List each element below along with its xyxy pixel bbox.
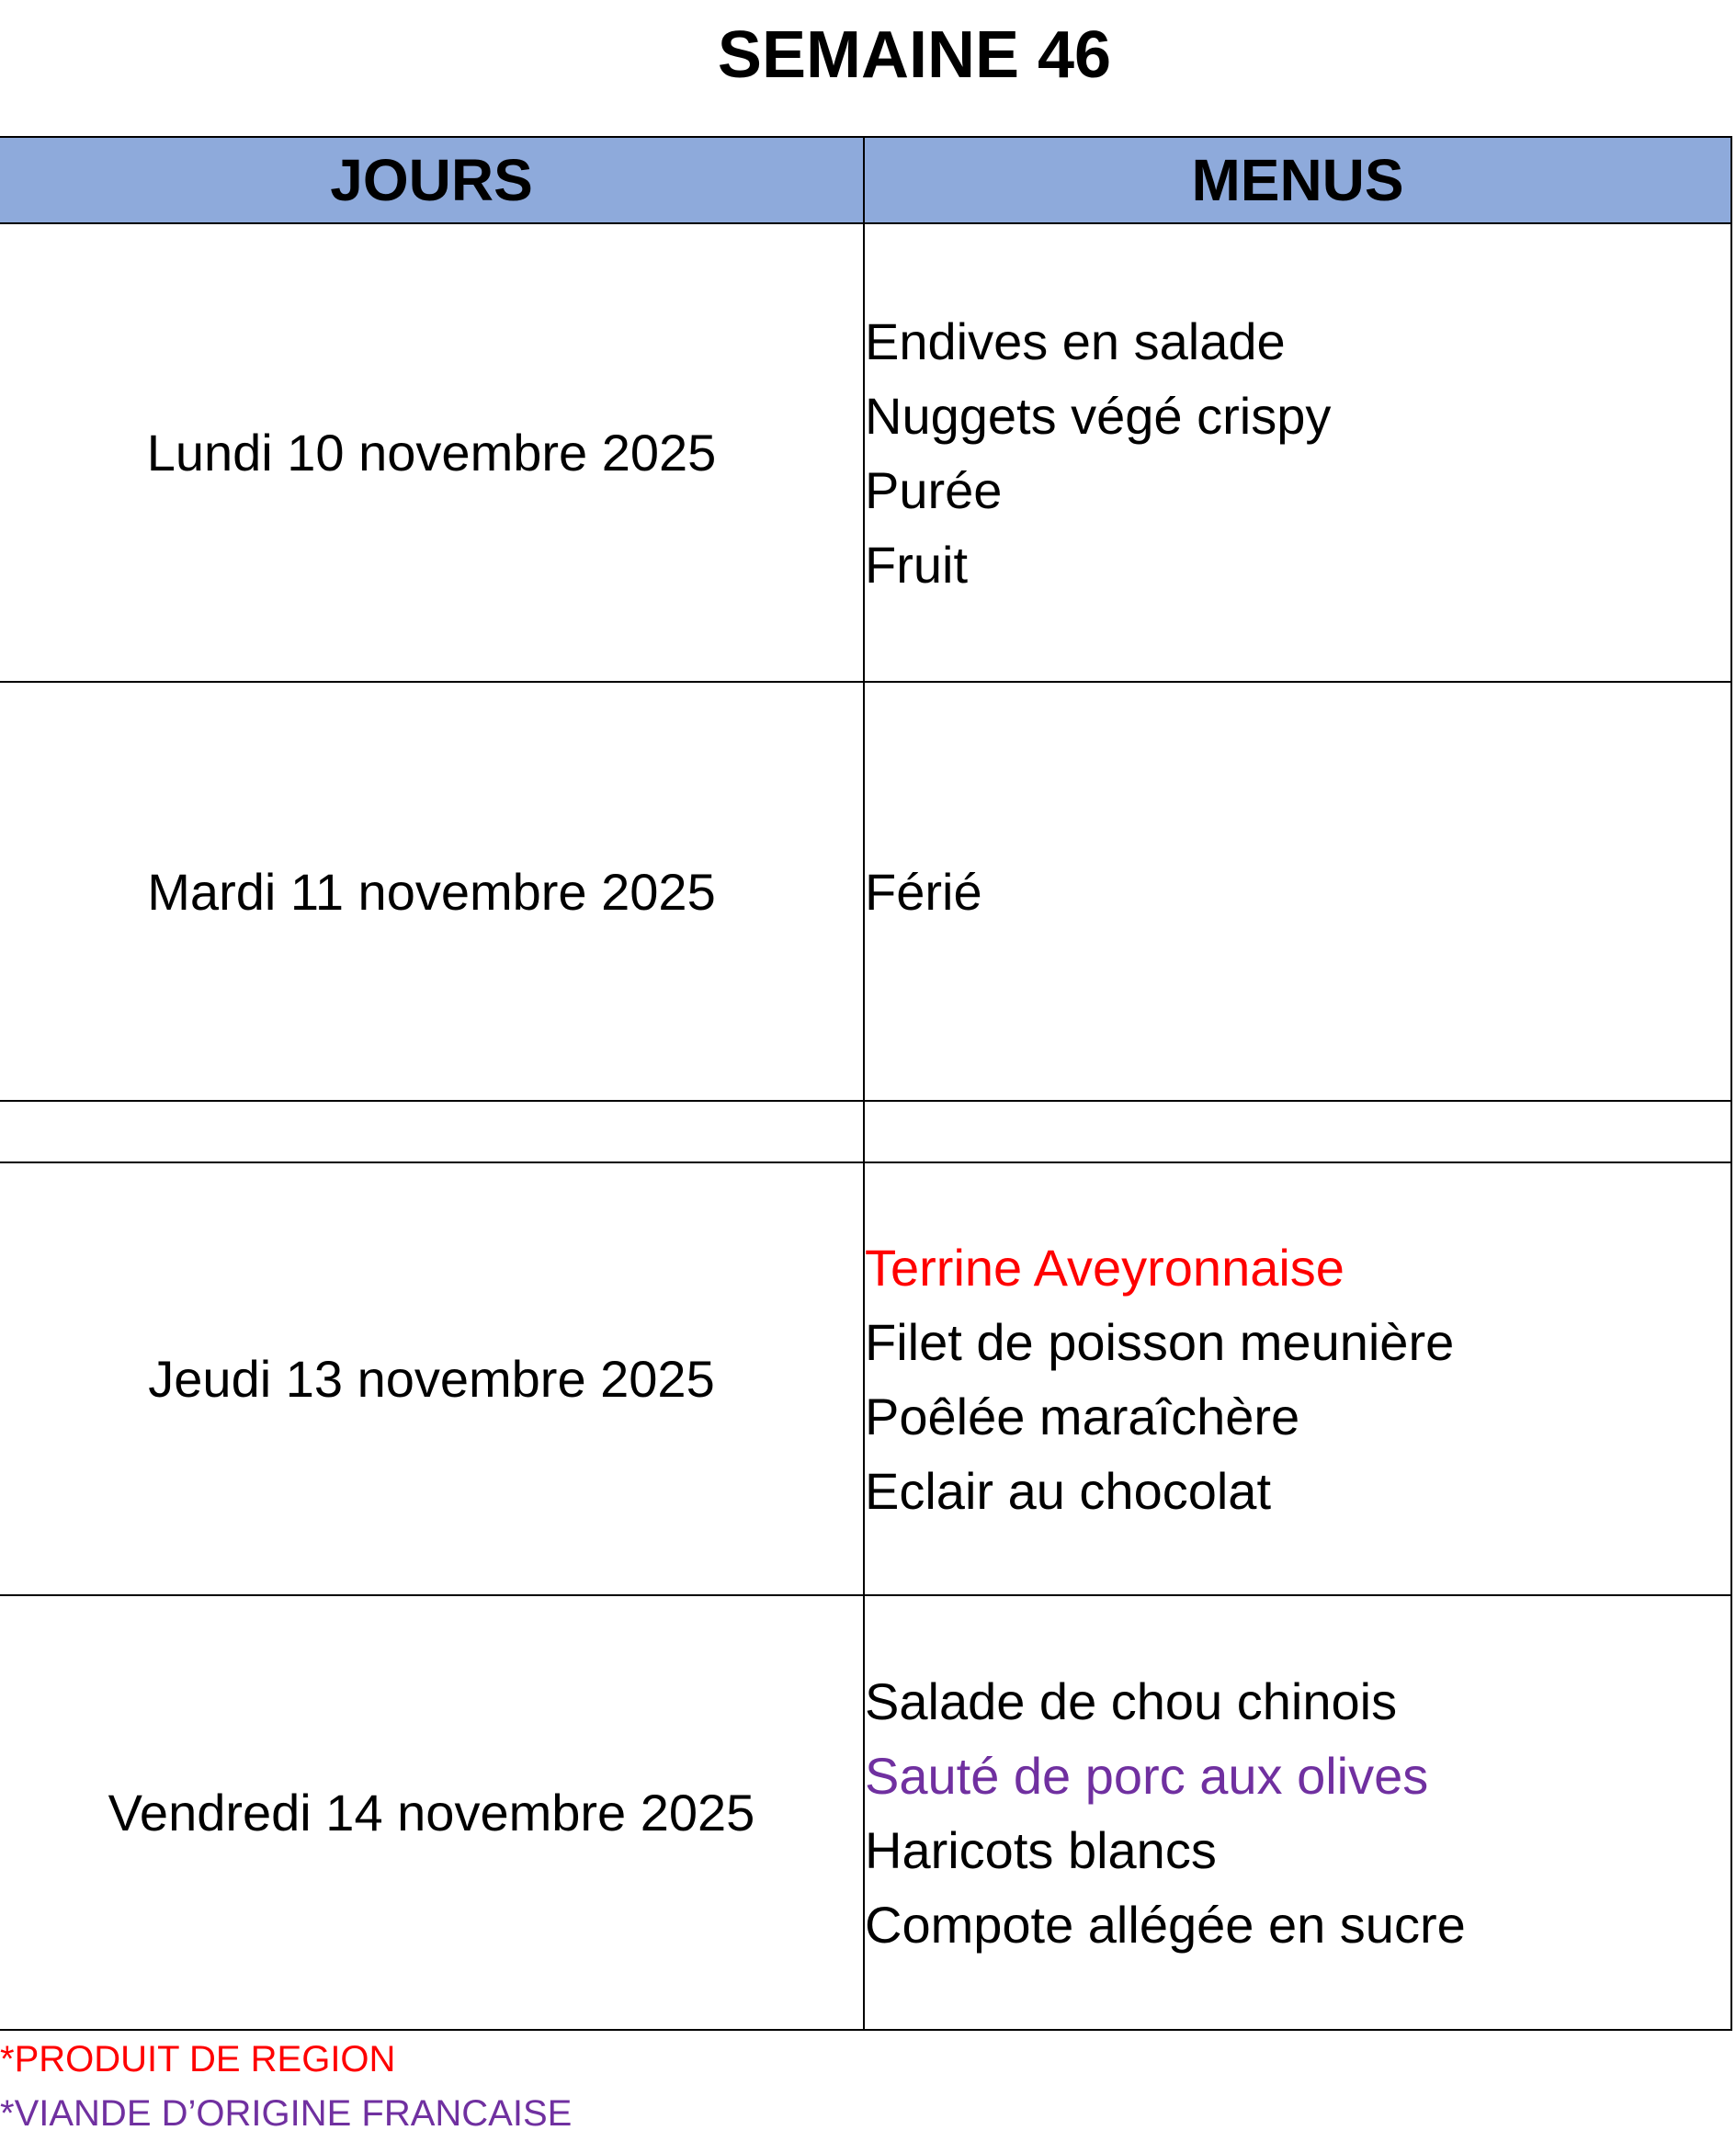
table-row-empty [0,1101,1731,1162]
menu-item: Salade de chou chinois [865,1671,1398,1730]
day-cell: Jeudi 13 novembre 2025 [0,1162,864,1595]
weekly-menu-table [0,136,1732,2031]
menu-item-regional: Terrine Aveyronnaise [865,1238,1345,1297]
day-cell: Lundi 10 novembre 2025 [0,223,864,682]
menu-item: Purée [865,460,1003,519]
legend-french-meat: *VIANDE D’ORIGINE FRANCAISE [0,2093,573,2134]
menu-item: Eclair au chocolat [865,1461,1272,1520]
day-cell: Vendredi 14 novembre 2025 [0,1595,864,2030]
menu-item: Compote allégée en sucre [865,1895,1466,1954]
menu-cell [864,682,1731,1101]
legend-regional-product: *PRODUIT DE REGION [0,2039,396,2079]
menu-item: Férié [865,862,982,921]
day-cell: Mardi 11 novembre 2025 [0,682,864,1101]
column-header-menus: MENUS [864,137,1731,223]
menu-item: Filet de poisson meunière [865,1312,1455,1371]
column-header-days: JOURS [0,137,864,223]
table-row [0,1595,1731,2030]
menu-item: Endives en salade [865,312,1286,370]
menu-item: Nuggets végé crispy [865,386,1332,445]
day-cell [0,1101,864,1162]
table-header-row [0,137,1731,223]
menu-cell [864,223,1731,682]
menu-item-french-meat: Sauté de porc aux olives [865,1746,1429,1805]
menu-cell [864,1101,1731,1162]
menu-item: Poêlée maraîchère [865,1387,1300,1445]
menu-item: Fruit [865,535,968,594]
table-row [0,1162,1731,1595]
menu-item: Haricots blancs [865,1820,1217,1879]
menu-cell [864,1162,1731,1595]
table-row [0,682,1731,1101]
page-title: SEMAINE 46 [717,18,1112,92]
menu-cell [864,1595,1731,2030]
table-row [0,223,1731,682]
